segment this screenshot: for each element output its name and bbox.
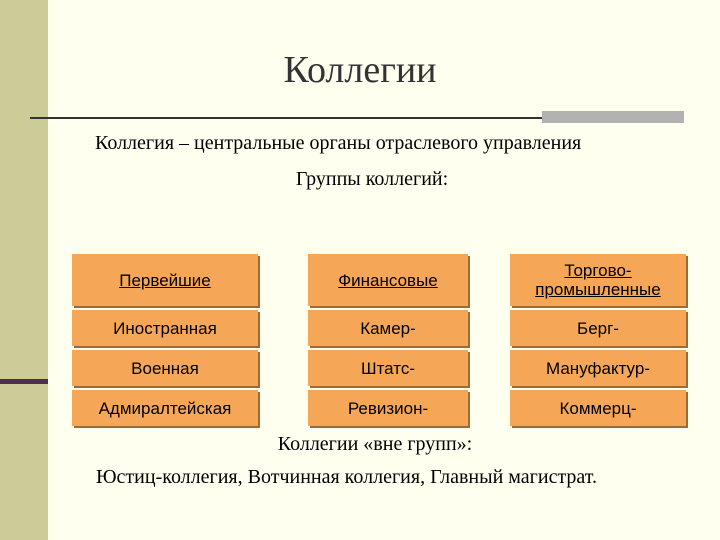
collegium-box: Ревизион- [308,390,468,426]
side-decoration-bar [0,0,48,540]
slide-title: Коллегии [283,49,437,91]
groups-label: Группы коллегий: [295,168,449,190]
definition-text: центральные органы отраслевого управления [194,132,582,154]
outside-groups-list: Юстиц-коллегия, Вотчинная коллегия, Главный магистрат. [96,466,598,488]
group-header-financial: Финансовые [308,254,468,306]
group-header-first: Первейшие [72,254,258,306]
group-header-trade-industrial: Торгово-промышленные [510,254,686,306]
collegium-box: Мануфактур- [510,350,686,386]
definition-line [95,130,581,156]
collegium-box: Берг- [510,310,686,346]
collegium-box: Адмиралтейская [72,390,258,426]
definition-term: Коллегия – [95,132,190,154]
outside-groups-label: Коллегии «вне групп»: [277,433,473,455]
collegium-box: Военная [72,350,258,386]
collegium-box: Иностранная [72,310,258,346]
collegium-box: Штатс- [308,350,468,386]
title-divider-block [542,111,684,123]
collegium-box: Коммерц- [510,390,686,426]
side-decoration-mark [0,379,48,384]
collegium-box: Камер- [308,310,468,346]
